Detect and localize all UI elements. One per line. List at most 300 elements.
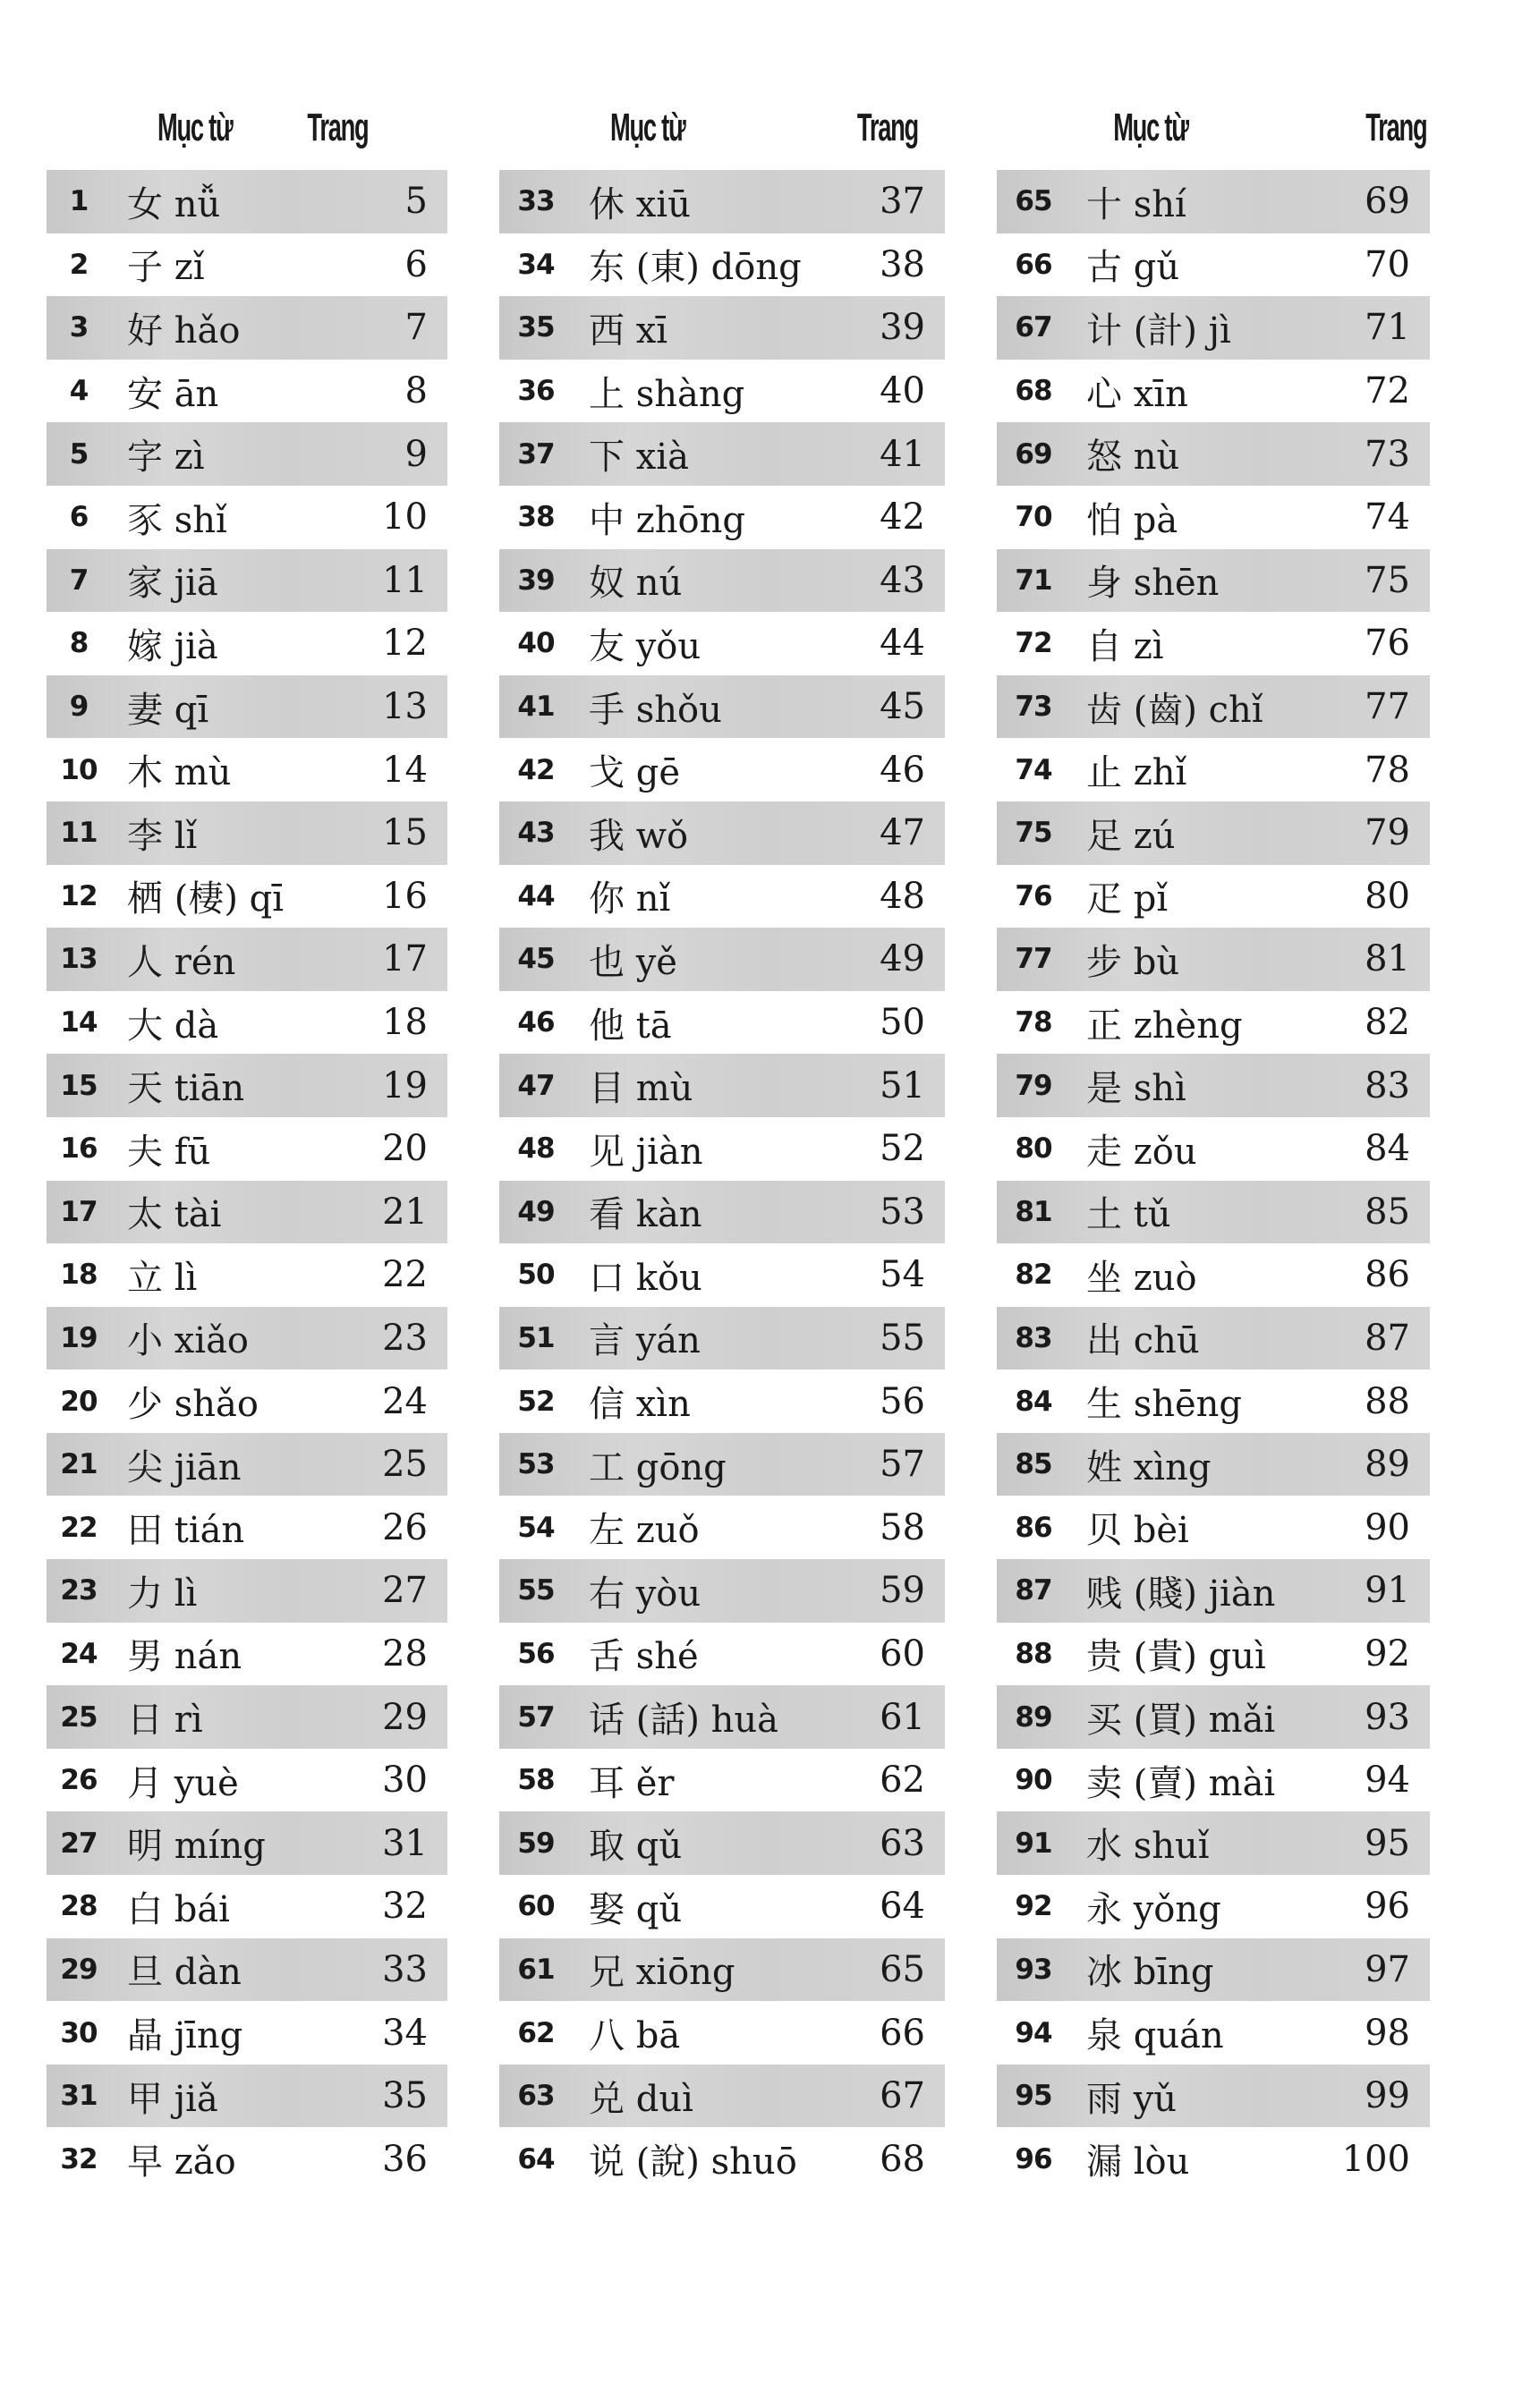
index-row: [47, 928, 447, 991]
index-row: [499, 1243, 945, 1307]
index-row: [499, 1433, 945, 1497]
entry-page: 81: [1365, 938, 1410, 980]
index-row: [47, 1811, 447, 1875]
entry-number: 20: [60, 1385, 98, 1418]
index-row: [499, 1623, 945, 1686]
index-row: [499, 1369, 945, 1433]
entry-page: 92: [1365, 1632, 1410, 1675]
entry-page: 66: [880, 2012, 925, 2054]
index-row: [499, 2001, 945, 2065]
entry-number: 67: [1015, 311, 1052, 344]
entry-term: 我 wǒ: [589, 815, 689, 857]
entry-number: 61: [517, 1953, 555, 1986]
entry-number: 86: [1015, 1511, 1052, 1544]
entry-term: 好 hǎo: [127, 309, 241, 352]
entry-number: 62: [517, 2016, 555, 2049]
entry-page: 52: [880, 1128, 925, 1170]
entry-page: 41: [880, 433, 925, 475]
index-row: [47, 1875, 447, 1938]
index-row: [997, 1623, 1430, 1686]
entry-number: 16: [60, 1132, 98, 1166]
entry-number: 31: [60, 2080, 98, 2113]
index-row: [997, 549, 1430, 613]
entry-term: 木 mù: [127, 752, 232, 794]
entry-number: 55: [517, 1574, 555, 1607]
index-row: [499, 486, 945, 549]
index-row: [997, 170, 1430, 233]
entry-number: 34: [517, 248, 555, 281]
entry-number: 9: [69, 691, 89, 724]
entry-number: 18: [60, 1259, 98, 1292]
entry-number: 26: [60, 1764, 98, 1797]
entry-page: 49: [880, 938, 925, 980]
entry-page: 39: [880, 307, 925, 349]
entry-page: 64: [880, 1886, 925, 1928]
entry-term: 嫁 jià: [127, 625, 218, 667]
entry-page: 33: [382, 1948, 428, 1990]
index-row: [47, 738, 447, 801]
entry-number: 21: [60, 1448, 98, 1481]
entry-number: 95: [1015, 2080, 1052, 2113]
entry-page: 8: [404, 370, 428, 412]
entry-term: 力 lì: [127, 1573, 198, 1615]
entry-page: 88: [1365, 1380, 1410, 1422]
entry-number: 36: [517, 375, 555, 408]
entry-term: 冰 bīng: [1086, 1952, 1214, 1994]
index-row: [47, 1749, 447, 1812]
entry-number: 59: [517, 1827, 555, 1860]
entry-term: 豕 shǐ: [127, 499, 227, 541]
entry-number: 17: [60, 1195, 98, 1228]
entry-page: 24: [382, 1380, 428, 1422]
entry-term: 少 shǎo: [127, 1384, 259, 1426]
entry-term: 奴 nú: [589, 563, 683, 605]
entry-term: 足 zú: [1086, 815, 1176, 857]
entry-number: 66: [1015, 248, 1052, 281]
entry-page: 37: [880, 181, 925, 223]
entry-term: 上 shàng: [589, 373, 745, 415]
entry-term: 也 yě: [589, 941, 677, 983]
entry-term: 出 chū: [1086, 1320, 1200, 1362]
entry-number: 40: [517, 627, 555, 660]
entry-number: 84: [1015, 1385, 1052, 1418]
entry-number: 83: [1015, 1321, 1052, 1354]
entry-page: 78: [1365, 749, 1410, 791]
entry-page: 62: [880, 1759, 925, 1802]
page-header: Trang: [307, 106, 369, 149]
entry-number: 10: [60, 753, 98, 786]
entry-number: 72: [1015, 627, 1052, 660]
index-row: [499, 1559, 945, 1623]
entry-term: 晶 jīng: [127, 2015, 243, 2057]
entry-page: 6: [404, 243, 428, 285]
entry-term: 卖 (賣) mài: [1086, 1762, 1276, 1804]
entry-page: 13: [382, 686, 428, 728]
entry-page: 43: [880, 559, 925, 601]
entry-number: 13: [60, 943, 98, 976]
entry-term: 李 lǐ: [127, 815, 198, 857]
index-row: [499, 1749, 945, 1812]
entry-page: 51: [880, 1064, 925, 1106]
entry-number: 41: [517, 691, 555, 724]
entry-page: 32: [382, 1886, 428, 1928]
entry-page: 29: [382, 1696, 428, 1738]
entry-page: 69: [1365, 181, 1410, 223]
entry-page: 7: [404, 307, 428, 349]
entry-number: 58: [517, 1764, 555, 1797]
entry-page: 25: [382, 1444, 428, 1486]
entry-page: 87: [1365, 1317, 1410, 1359]
entry-number: 81: [1015, 1195, 1052, 1228]
index-row: [997, 486, 1430, 549]
entry-page: 36: [382, 2138, 428, 2180]
index-row: [997, 422, 1430, 486]
index-row: [499, 1117, 945, 1181]
entry-page: 99: [1365, 2075, 1410, 2117]
index-row: [997, 233, 1430, 297]
entry-term: 耳 ěr: [589, 1762, 675, 1804]
index-row: [47, 1369, 447, 1433]
entry-number: 85: [1015, 1448, 1052, 1481]
index-row: [499, 1685, 945, 1749]
index-row: [499, 865, 945, 928]
entry-number: 12: [60, 879, 98, 912]
entry-number: 75: [1015, 817, 1052, 850]
index-row: [997, 1054, 1430, 1117]
entry-term: 手 shǒu: [589, 689, 722, 731]
entry-number: 5: [69, 437, 89, 471]
index-row: [997, 2127, 1430, 2191]
entry-page: 16: [382, 875, 428, 917]
entry-number: 51: [517, 1321, 555, 1354]
index-row: [47, 1054, 447, 1117]
entry-term: 明 míng: [127, 1826, 266, 1868]
entry-number: 46: [517, 1006, 555, 1039]
entry-number: 56: [517, 1637, 555, 1670]
entry-page: 46: [880, 749, 925, 791]
index-row: [997, 991, 1430, 1055]
entry-term: 早 zǎo: [127, 2141, 236, 2183]
entry-number: 93: [1015, 1953, 1052, 1986]
entry-page: 93: [1365, 1696, 1410, 1738]
entry-number: 63: [517, 2080, 555, 2113]
index-row: [47, 1117, 447, 1181]
entry-term: 中 zhōng: [589, 499, 745, 541]
index-row: [47, 422, 447, 486]
entry-number: 74: [1015, 753, 1052, 786]
entry-number: 39: [517, 564, 555, 597]
entry-term: 话 (話) huà: [589, 1700, 779, 1742]
index-row: [47, 296, 447, 360]
entry-page: 89: [1365, 1444, 1410, 1486]
entry-page: 10: [382, 496, 428, 538]
entry-number: 82: [1015, 1259, 1052, 1292]
index-row: [47, 1181, 447, 1244]
index-row: [47, 865, 447, 928]
entry-page: 22: [382, 1254, 428, 1296]
entry-term: 娶 qǔ: [589, 1888, 683, 1930]
entry-list: [997, 170, 1430, 2191]
column-header: [47, 100, 369, 170]
entry-term: 泉 quán: [1086, 2015, 1224, 2057]
entry-page: 97: [1365, 1948, 1410, 1990]
entry-page: 27: [382, 1570, 428, 1612]
entry-term: 甲 jiǎ: [127, 2078, 218, 2120]
entry-page: 53: [880, 1191, 925, 1233]
entry-number: 37: [517, 437, 555, 471]
entry-number: 44: [517, 879, 555, 912]
entry-number: 25: [60, 1700, 98, 1734]
entry-term: 友 yǒu: [589, 625, 701, 667]
entry-page: 76: [1365, 623, 1410, 665]
index-row: [997, 1875, 1430, 1938]
entry-page: 70: [1365, 243, 1410, 285]
index-row: [997, 2065, 1430, 2128]
entry-term: 兄 xiōng: [589, 1952, 735, 1994]
index-row: [47, 612, 447, 675]
index-row: [47, 1623, 447, 1686]
entry-header: Mục từ: [610, 106, 685, 149]
entry-number: 77: [1015, 943, 1052, 976]
entry-number: 27: [60, 1827, 98, 1860]
index-row: [47, 991, 447, 1055]
entry-term: 右 yòu: [589, 1573, 701, 1615]
entry-term: 女 nǚ: [127, 183, 221, 225]
entry-number: 60: [517, 1890, 555, 1923]
entry-term: 妻 qī: [127, 689, 209, 731]
index-row: [499, 422, 945, 486]
entry-number: 73: [1015, 691, 1052, 724]
entry-number: 53: [517, 1448, 555, 1481]
column-header: [499, 100, 918, 170]
entry-number: 15: [60, 1069, 98, 1102]
index-row: [997, 1938, 1430, 2002]
entry-term: 下 xià: [589, 437, 689, 479]
entry-term: 看 kàn: [589, 1194, 702, 1236]
index-row: [499, 2065, 945, 2128]
entry-number: 47: [517, 1069, 555, 1102]
entry-page: 98: [1365, 2012, 1410, 2054]
entry-term: 身 shēn: [1086, 563, 1220, 605]
index-row: [499, 675, 945, 739]
entry-term: 口 kǒu: [589, 1257, 702, 1299]
entry-page: 75: [1365, 559, 1410, 601]
entry-page: 73: [1365, 433, 1410, 475]
entry-number: 7: [69, 564, 89, 597]
entry-term: 计 (計) jì: [1086, 309, 1231, 352]
entry-term: 旦 dàn: [127, 1952, 242, 1994]
entry-term: 止 zhǐ: [1086, 752, 1187, 794]
entry-number: 64: [517, 2142, 555, 2175]
entry-number: 43: [517, 817, 555, 850]
entry-page: 84: [1365, 1128, 1410, 1170]
index-row: [997, 801, 1430, 865]
entry-page: 63: [880, 1822, 925, 1864]
index-row: [47, 801, 447, 865]
entry-number: 22: [60, 1511, 98, 1544]
entry-list: [47, 170, 447, 2191]
index-row: [997, 1243, 1430, 1307]
entry-term: 你 nǐ: [589, 878, 671, 920]
entry-term: 目 mù: [589, 1068, 693, 1110]
entry-page: 54: [880, 1254, 925, 1296]
entry-number: 88: [1015, 1637, 1052, 1670]
entry-term: 八 bā: [589, 2015, 681, 2057]
entry-number: 50: [517, 1259, 555, 1292]
entry-page: 91: [1365, 1570, 1410, 1612]
entry-page: 31: [382, 1822, 428, 1864]
entry-term: 左 zuǒ: [589, 1510, 700, 1552]
entry-number: 57: [517, 1700, 555, 1734]
index-row: [499, 2127, 945, 2191]
entry-number: 78: [1015, 1006, 1052, 1039]
index-row: [997, 738, 1430, 801]
index-column-2: [499, 100, 945, 2191]
entry-number: 24: [60, 1637, 98, 1670]
entry-number: 79: [1015, 1069, 1052, 1102]
entry-number: 4: [69, 375, 89, 408]
entry-number: 49: [517, 1195, 555, 1228]
entry-list: [499, 170, 945, 2191]
index-row: [47, 1559, 447, 1623]
index-row: [47, 549, 447, 613]
entry-page: 77: [1365, 686, 1410, 728]
entry-number: 71: [1015, 564, 1052, 597]
entry-page: 30: [382, 1759, 428, 1802]
index-row: [47, 360, 447, 423]
entry-page: 21: [382, 1191, 428, 1233]
entry-page: 15: [382, 812, 428, 854]
entry-term: 贝 bèi: [1086, 1510, 1189, 1552]
index-row: [47, 486, 447, 549]
index-row: [997, 1811, 1430, 1875]
entry-term: 子 zǐ: [127, 247, 205, 289]
entry-page: 5: [404, 181, 428, 223]
entry-term: 西 xī: [589, 309, 668, 352]
entry-term: 十 shí: [1086, 183, 1186, 225]
entry-term: 夫 fū: [127, 1131, 211, 1173]
entry-term: 怒 nù: [1086, 437, 1180, 479]
index-row: [499, 1938, 945, 2002]
entry-term: 日 rì: [127, 1700, 203, 1742]
entry-number: 52: [517, 1385, 555, 1418]
index-row: [499, 991, 945, 1055]
index-row: [499, 1307, 945, 1370]
entry-page: 11: [382, 559, 428, 601]
entry-term: 字 zì: [127, 437, 205, 479]
entry-term: 白 bái: [127, 1888, 230, 1930]
index-row: [499, 1811, 945, 1875]
entry-page: 40: [880, 370, 925, 412]
entry-number: 76: [1015, 879, 1052, 912]
entry-number: 30: [60, 2016, 98, 2049]
entry-number: 54: [517, 1511, 555, 1544]
entry-term: 买 (買) mǎi: [1086, 1700, 1276, 1742]
entry-page: 67: [880, 2075, 925, 2117]
entry-page: 100: [1341, 2138, 1410, 2180]
index-row: [997, 675, 1430, 739]
entry-term: 人 rén: [127, 941, 236, 983]
entry-term: 说 (說) shuō: [589, 2141, 797, 2183]
index-row: [499, 1054, 945, 1117]
entry-term: 贱 (賤) jiàn: [1086, 1573, 1276, 1615]
entry-term: 走 zǒu: [1086, 1131, 1197, 1173]
entry-page: 23: [382, 1317, 428, 1359]
index-row: [997, 360, 1430, 423]
entry-number: 94: [1015, 2016, 1052, 2049]
entry-term: 信 xìn: [589, 1384, 691, 1426]
entry-page: 61: [880, 1696, 925, 1738]
index-row: [47, 1685, 447, 1749]
index-row: [47, 2127, 447, 2191]
entry-number: 1: [69, 185, 89, 218]
entry-term: 立 lì: [127, 1257, 198, 1299]
index-row: [499, 170, 945, 233]
entry-number: 91: [1015, 1827, 1052, 1860]
page-header: Trang: [856, 106, 918, 149]
entry-term: 家 jiā: [127, 563, 218, 605]
entry-term: 生 shēng: [1086, 1384, 1243, 1426]
entry-number: 38: [517, 501, 555, 534]
entry-number: 80: [1015, 1132, 1052, 1166]
index-row: [997, 1496, 1430, 1559]
entry-page: 44: [880, 623, 925, 665]
entry-term: 东 (東) dōng: [589, 247, 802, 289]
entry-page: 94: [1365, 1759, 1410, 1802]
index-row: [997, 865, 1430, 928]
entry-number: 14: [60, 1006, 98, 1039]
index-row: [47, 675, 447, 739]
entry-number: 96: [1015, 2142, 1052, 2175]
entry-page: 35: [382, 2075, 428, 2117]
index-row: [997, 1749, 1430, 1812]
index-row: [499, 928, 945, 991]
entry-page: 57: [880, 1444, 925, 1486]
entry-page: 17: [382, 938, 428, 980]
entry-page: 85: [1365, 1191, 1410, 1233]
entry-page: 83: [1365, 1064, 1410, 1106]
entry-page: 20: [382, 1128, 428, 1170]
entry-term: 大 dà: [127, 1005, 219, 1047]
entry-term: 姓 xìng: [1086, 1446, 1212, 1488]
entry-term: 漏 lòu: [1086, 2141, 1190, 2183]
entry-term: 永 yǒng: [1086, 1888, 1221, 1930]
entry-term: 休 xiū: [589, 183, 691, 225]
index-row: [997, 1433, 1430, 1497]
entry-page: 18: [382, 1002, 428, 1044]
entry-term: 疋 pǐ: [1086, 878, 1169, 920]
entry-number: 48: [517, 1132, 555, 1166]
entry-term: 见 jiàn: [589, 1131, 703, 1173]
entry-page: 55: [880, 1317, 925, 1359]
index-row: [47, 170, 447, 233]
entry-number: 28: [60, 1890, 98, 1923]
entry-page: 28: [382, 1632, 428, 1675]
entry-number: 65: [1015, 185, 1052, 218]
entry-number: 19: [60, 1321, 98, 1354]
index-row: [47, 1307, 447, 1370]
entry-page: 45: [880, 686, 925, 728]
index-row: [499, 1181, 945, 1244]
index-row: [47, 233, 447, 297]
index-row: [499, 1875, 945, 1938]
entry-term: 尖 jiān: [127, 1446, 242, 1488]
entry-number: 68: [1015, 375, 1052, 408]
index-row: [47, 1243, 447, 1307]
index-row: [47, 1433, 447, 1497]
entry-number: 3: [69, 311, 89, 344]
entry-term: 是 shì: [1086, 1068, 1186, 1110]
